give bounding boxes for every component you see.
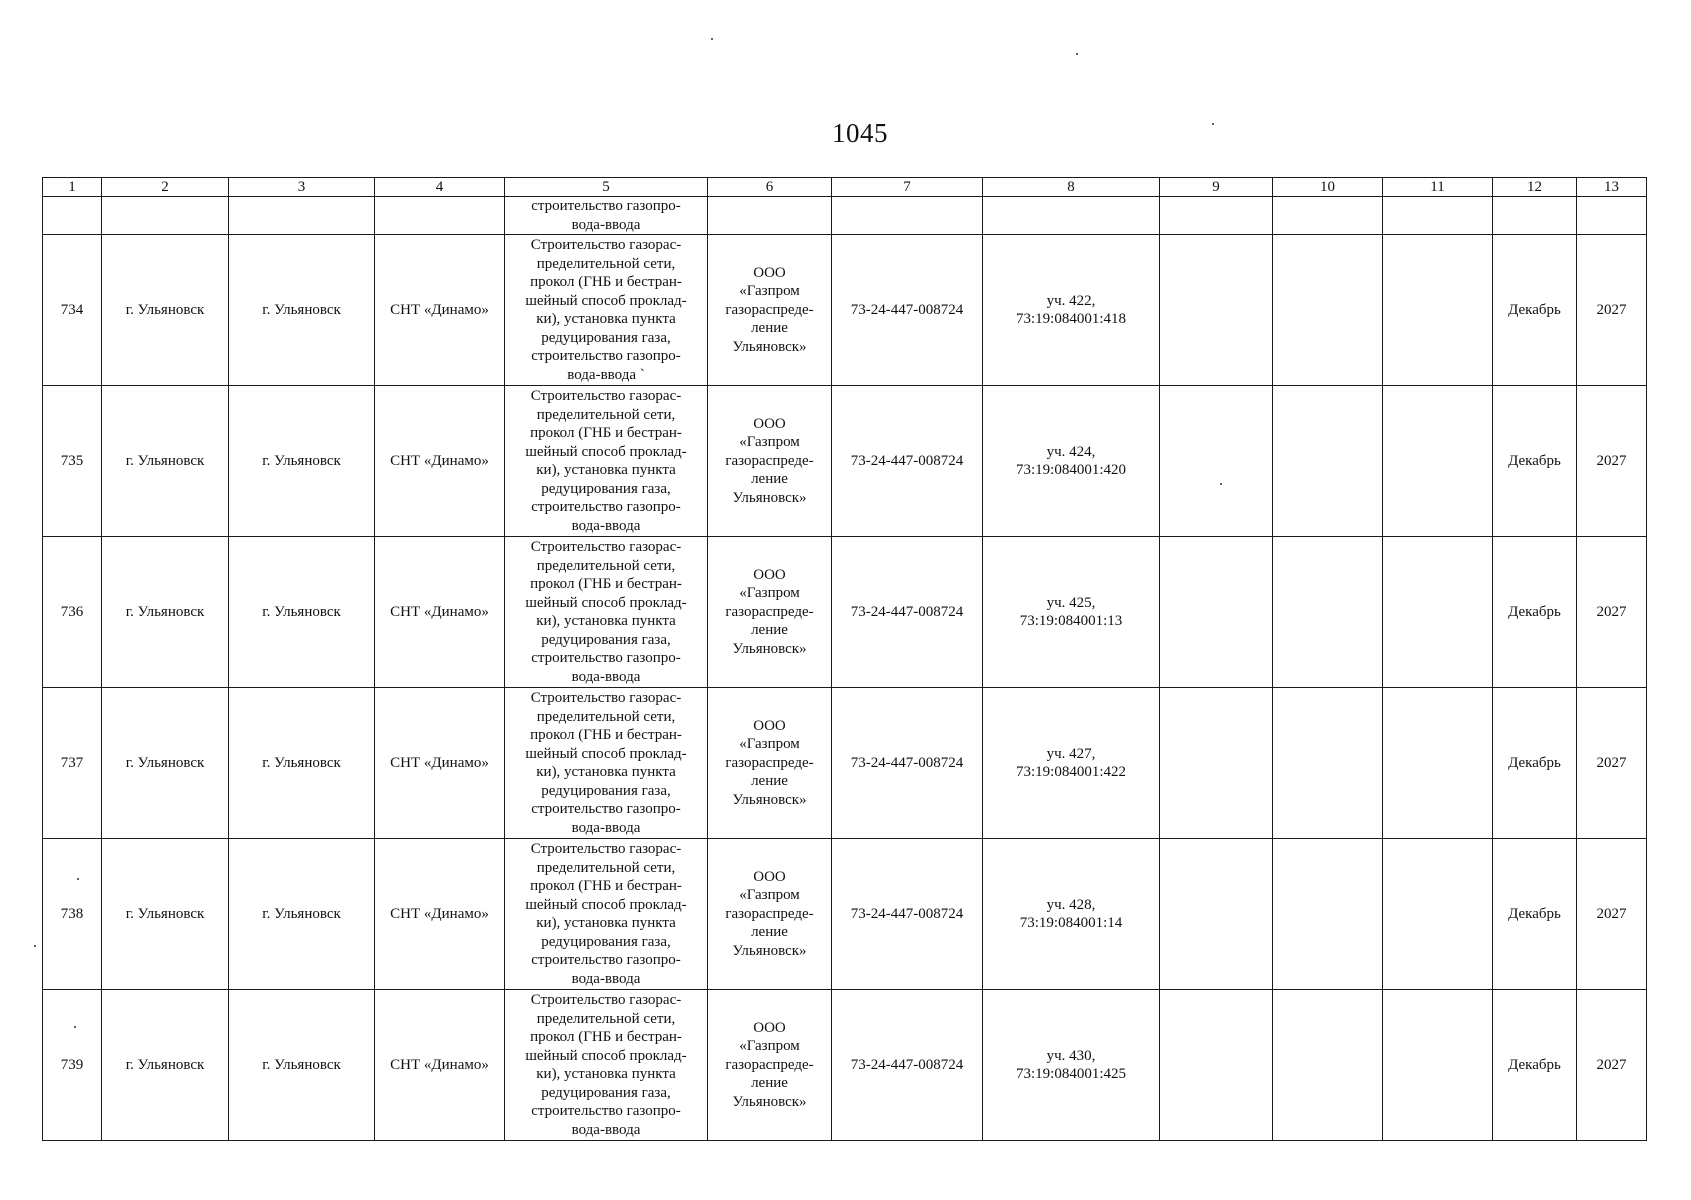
scan-speck xyxy=(1076,53,1078,55)
cell-municipality: г. Ульяновск xyxy=(102,688,229,839)
operator-line: Ульяновск» xyxy=(732,1093,807,1110)
operator-line: газораспреде- xyxy=(725,603,814,620)
work-line: вода-ввода xyxy=(571,819,641,836)
plot-line: 73:19:084001:422 xyxy=(1015,764,1126,780)
work-line: редуцирования газа, xyxy=(541,329,671,346)
cell-empty xyxy=(1493,197,1577,235)
operator-line: «Газпром xyxy=(739,434,800,451)
plot-line: 73:19:084001:420 xyxy=(1015,462,1126,478)
cell-land-plot xyxy=(983,537,1160,688)
operator-line: Ульяновск» xyxy=(732,489,807,506)
work-line: шейный способ проклад- xyxy=(525,896,687,913)
scan-speck xyxy=(1212,123,1214,125)
column-header-12: 12 xyxy=(1493,178,1577,197)
cell-month: Декабрь xyxy=(1493,688,1577,839)
work-line: пределительной сети, xyxy=(536,859,676,876)
work-line: строительство газопро- xyxy=(531,952,681,968)
work-line: прокол (ГНБ и бестран- xyxy=(530,878,682,894)
work-line: строительство газопро- xyxy=(531,198,681,214)
work-line: ки), установка пункта xyxy=(536,613,676,629)
cell-col-11 xyxy=(1383,386,1493,537)
cell-application-code: 73-24-447-008724 xyxy=(832,839,983,990)
cell-row-number: 736 xyxy=(43,537,102,688)
plot-line: уч. 424, xyxy=(1046,443,1096,460)
table-row xyxy=(43,990,1647,1141)
cell-application-code: 73-24-447-008724 xyxy=(832,688,983,839)
cell-settlement: г. Ульяновск xyxy=(229,839,375,990)
operator-line: Ульяновск» xyxy=(732,791,807,808)
work-line: шейный способ проклад- xyxy=(525,745,687,762)
work-line: редуцирования газа, xyxy=(541,631,671,648)
work-line: редуцирования газа, xyxy=(541,782,671,799)
cell-object: СНТ «Динамо» xyxy=(375,386,505,537)
cell-object: СНТ «Динамо» xyxy=(375,688,505,839)
operator-line: ООО xyxy=(753,264,786,281)
column-header-6: 6 xyxy=(708,178,832,197)
work-line: ки), установка пункта xyxy=(536,764,676,780)
cell-operator xyxy=(708,235,832,386)
plot-line: уч. 428, xyxy=(1046,896,1096,913)
plot-line: 73:19:084001:14 xyxy=(1019,915,1123,931)
operator-line: «Газпром xyxy=(739,585,800,602)
cell-settlement: г. Ульяновск xyxy=(229,688,375,839)
continuation-row xyxy=(43,197,1647,235)
work-line: пределительной сети, xyxy=(536,708,676,725)
operator-line: газораспреде- xyxy=(725,1056,814,1073)
cell-settlement: г. Ульяновск xyxy=(229,537,375,688)
work-line: шейный способ проклад- xyxy=(525,292,687,309)
cell-land-plot xyxy=(983,235,1160,386)
cell-row-number: 738 xyxy=(43,839,102,990)
cell-col-10 xyxy=(1273,990,1383,1141)
operator-line: Ульяновск» xyxy=(732,338,807,355)
cell-col-10 xyxy=(1273,235,1383,386)
work-line: строительство газопро- xyxy=(531,1103,681,1119)
cell-land-plot xyxy=(983,386,1160,537)
cell-empty xyxy=(1383,197,1493,235)
cell-settlement: г. Ульяновск xyxy=(229,990,375,1141)
cell-work-description xyxy=(505,235,708,386)
column-header-4: 4 xyxy=(375,178,505,197)
plot-line: 73:19:084001:425 xyxy=(1015,1066,1126,1082)
cell-operator xyxy=(708,990,832,1141)
operator-line: «Газпром xyxy=(739,736,800,753)
work-line: вода-ввода xyxy=(571,216,641,233)
column-header-13: 13 xyxy=(1577,178,1647,197)
cell-municipality: г. Ульяновск xyxy=(102,386,229,537)
operator-line: газораспреде- xyxy=(725,452,814,469)
cell-col-11 xyxy=(1383,537,1493,688)
work-line: Строительство газорас- xyxy=(530,237,682,253)
operator-line: газораспреде- xyxy=(725,905,814,922)
cell-col-9 xyxy=(1160,688,1273,839)
cell-land-plot xyxy=(983,839,1160,990)
cell-year: 2027 xyxy=(1577,990,1647,1141)
cell-row-number: 735 xyxy=(43,386,102,537)
cell-empty xyxy=(102,197,229,235)
work-line: Строительство газорас- xyxy=(530,841,682,857)
work-line: прокол (ГНБ и бестран- xyxy=(530,425,682,441)
operator-line: ООО xyxy=(753,415,786,432)
work-line: Строительство газорас- xyxy=(530,539,682,555)
cell-operator xyxy=(708,839,832,990)
work-line: прокол (ГНБ и бестран- xyxy=(530,727,682,743)
work-line: прокол (ГНБ и бестран- xyxy=(530,274,682,290)
cell-application-code: 73-24-447-008724 xyxy=(832,235,983,386)
work-line: Строительство газорас- xyxy=(530,388,682,404)
work-line: Строительство газорас- xyxy=(530,690,682,706)
work-line: строительство газопро- xyxy=(531,499,681,515)
cell-col-11 xyxy=(1383,839,1493,990)
cell-month: Декабрь xyxy=(1493,990,1577,1141)
cell-empty xyxy=(375,197,505,235)
operator-line: ООО xyxy=(753,717,786,734)
operator-line: ление xyxy=(751,773,788,790)
column-header-3: 3 xyxy=(229,178,375,197)
cell-operator xyxy=(708,386,832,537)
cell-empty xyxy=(832,197,983,235)
work-line: редуцирования газа, xyxy=(541,480,671,497)
cell-operator xyxy=(708,688,832,839)
work-line: ки), установка пункта xyxy=(536,311,676,327)
work-line: пределительной сети, xyxy=(536,255,676,272)
cell-year: 2027 xyxy=(1577,537,1647,688)
plot-line: уч. 425, xyxy=(1046,594,1096,611)
operator-line: ООО xyxy=(753,566,786,583)
cell-object: СНТ «Динамо» xyxy=(375,839,505,990)
work-line: прокол (ГНБ и бестран- xyxy=(530,1029,682,1045)
operator-line: ООО xyxy=(753,868,786,885)
page-number: 1045 xyxy=(832,118,888,148)
work-line: вода-ввода ` xyxy=(567,366,645,383)
column-number-row xyxy=(43,178,1647,197)
column-header-8: 8 xyxy=(983,178,1160,197)
work-line: строительство газопро- xyxy=(531,650,681,666)
cell-empty xyxy=(43,197,102,235)
cell-application-code: 73-24-447-008724 xyxy=(832,990,983,1141)
work-line: ки), установка пункта xyxy=(536,462,676,478)
cell-operator xyxy=(708,537,832,688)
scan-speck xyxy=(711,38,713,40)
column-header-2: 2 xyxy=(102,178,229,197)
operator-line: «Газпром xyxy=(739,283,800,300)
cell-object: СНТ «Динамо» xyxy=(375,235,505,386)
operator-line: газораспреде- xyxy=(725,301,814,318)
cell-municipality: г. Ульяновск xyxy=(102,839,229,990)
scan-speck xyxy=(34,945,36,947)
cell-month: Декабрь xyxy=(1493,839,1577,990)
cell-settlement: г. Ульяновск xyxy=(229,235,375,386)
operator-line: газораспреде- xyxy=(725,754,814,771)
cell-empty xyxy=(983,197,1160,235)
cell-col-11 xyxy=(1383,235,1493,386)
operator-line: ление xyxy=(751,1075,788,1092)
cell-col-11 xyxy=(1383,990,1493,1141)
cell-col-10 xyxy=(1273,839,1383,990)
plot-line: уч. 422, xyxy=(1046,292,1096,309)
cell-land-plot xyxy=(983,688,1160,839)
work-line: ки), установка пункта xyxy=(536,915,676,931)
column-header-11: 11 xyxy=(1383,178,1493,197)
operator-line: ление xyxy=(751,471,788,488)
table-row xyxy=(43,235,1647,386)
cell-row-number: 737 xyxy=(43,688,102,839)
cell-application-code: 73-24-447-008724 xyxy=(832,537,983,688)
cell-col-9 xyxy=(1160,990,1273,1141)
column-header-5: 5 xyxy=(505,178,708,197)
cell-application-code: 73-24-447-008724 xyxy=(832,386,983,537)
work-line: строительство газопро- xyxy=(531,801,681,817)
operator-line: «Газпром xyxy=(739,1038,800,1055)
operator-line: Ульяновск» xyxy=(732,942,807,959)
work-line: прокол (ГНБ и бестран- xyxy=(530,576,682,592)
cell-municipality: г. Ульяновск xyxy=(102,235,229,386)
work-line: вода-ввода xyxy=(571,970,641,987)
plot-line: уч. 430, xyxy=(1046,1047,1096,1064)
cell-empty xyxy=(229,197,375,235)
cell-work-description xyxy=(505,839,708,990)
plot-line: уч. 427, xyxy=(1046,745,1096,762)
operator-line: Ульяновск» xyxy=(732,640,807,657)
work-line: пределительной сети, xyxy=(536,406,676,423)
cell-col-9 xyxy=(1160,235,1273,386)
cell-settlement: г. Ульяновск xyxy=(229,386,375,537)
work-line: вода-ввода xyxy=(571,1121,641,1138)
operator-line: ление xyxy=(751,320,788,337)
work-line: шейный способ проклад- xyxy=(525,1047,687,1064)
cell-year: 2027 xyxy=(1577,688,1647,839)
work-line: пределительной сети, xyxy=(536,557,676,574)
cell-municipality: г. Ульяновск xyxy=(102,537,229,688)
column-header-9: 9 xyxy=(1160,178,1273,197)
work-line: пределительной сети, xyxy=(536,1010,676,1027)
cell-col-9 xyxy=(1160,537,1273,688)
cell-work-description xyxy=(505,197,708,235)
cell-year: 2027 xyxy=(1577,839,1647,990)
cell-row-number: 739 xyxy=(43,990,102,1141)
work-line: вода-ввода xyxy=(571,517,641,534)
table-row xyxy=(43,688,1647,839)
cell-empty xyxy=(1577,197,1647,235)
cell-col-9 xyxy=(1160,386,1273,537)
table-row xyxy=(43,537,1647,688)
plot-line: 73:19:084001:13 xyxy=(1019,613,1123,629)
work-line: шейный способ проклад- xyxy=(525,594,687,611)
work-line: редуцирования газа, xyxy=(541,933,671,950)
cell-col-10 xyxy=(1273,537,1383,688)
operator-line: ление xyxy=(751,622,788,639)
cell-empty xyxy=(708,197,832,235)
operator-line: ление xyxy=(751,924,788,941)
cell-object: СНТ «Динамо» xyxy=(375,990,505,1141)
plot-line: 73:19:084001:418 xyxy=(1015,311,1126,327)
cell-year: 2027 xyxy=(1577,386,1647,537)
cell-work-description xyxy=(505,688,708,839)
cell-empty xyxy=(1160,197,1273,235)
cell-month: Декабрь xyxy=(1493,537,1577,688)
cell-land-plot xyxy=(983,990,1160,1141)
work-line: строительство газопро- xyxy=(531,348,681,364)
cell-month: Декабрь xyxy=(1493,235,1577,386)
work-line: редуцирования газа, xyxy=(541,1084,671,1101)
cell-municipality: г. Ульяновск xyxy=(102,990,229,1141)
cell-empty xyxy=(1273,197,1383,235)
column-header-10: 10 xyxy=(1273,178,1383,197)
column-header-7: 7 xyxy=(832,178,983,197)
cell-work-description xyxy=(505,537,708,688)
cell-object: СНТ «Динамо» xyxy=(375,537,505,688)
work-line: шейный способ проклад- xyxy=(525,443,687,460)
cell-col-11 xyxy=(1383,688,1493,839)
cell-col-10 xyxy=(1273,386,1383,537)
operator-line: «Газпром xyxy=(739,887,800,904)
work-line: Строительство газорас- xyxy=(530,992,682,1008)
column-header-1: 1 xyxy=(43,178,102,197)
cell-year: 2027 xyxy=(1577,235,1647,386)
work-line: ки), установка пункта xyxy=(536,1066,676,1082)
cell-month: Декабрь xyxy=(1493,386,1577,537)
table-row xyxy=(43,386,1647,537)
cell-row-number: 734 xyxy=(43,235,102,386)
cell-col-10 xyxy=(1273,688,1383,839)
cell-col-9 xyxy=(1160,839,1273,990)
cell-work-description xyxy=(505,386,708,537)
operator-line: ООО xyxy=(753,1019,786,1036)
table-row xyxy=(43,839,1647,990)
work-line: вода-ввода xyxy=(571,668,641,685)
registry-table xyxy=(42,177,1647,1141)
cell-work-description xyxy=(505,990,708,1141)
